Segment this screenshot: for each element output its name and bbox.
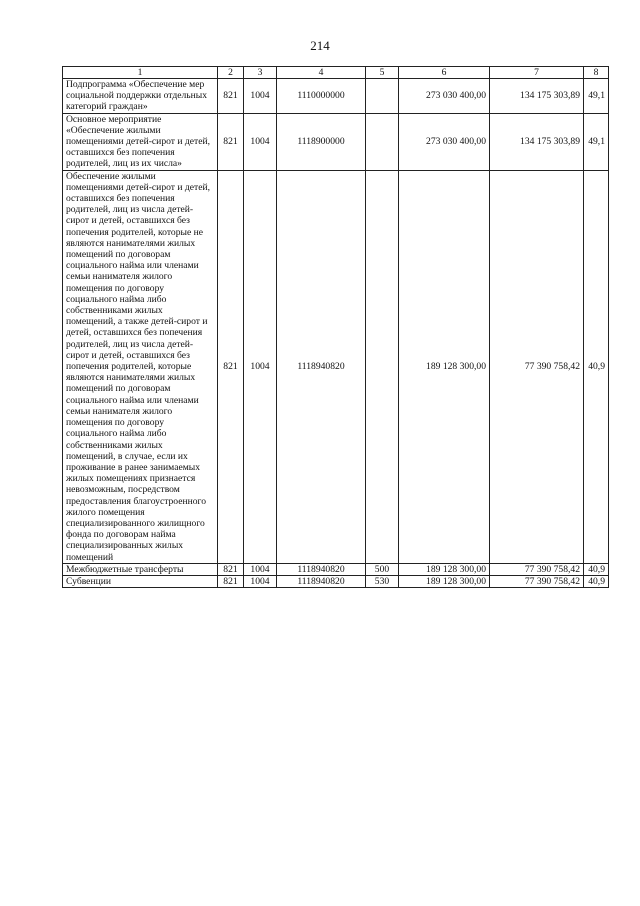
row-name: Основное мероприятие «Обеспечение жилыми помещениями детей-сирот и детей, оставшихся без попечения родителей, лиц из их числа» bbox=[63, 113, 218, 170]
cell-expense-type: 530 bbox=[366, 575, 399, 587]
cell-expense-type bbox=[366, 170, 399, 563]
row-name: Межбюджетные трансферты bbox=[63, 563, 218, 575]
budget-table bbox=[62, 66, 609, 588]
table-row bbox=[63, 79, 609, 114]
cell-percent: 49,1 bbox=[584, 79, 609, 114]
cell-target-article: 1118900000 bbox=[277, 113, 366, 170]
column-header: 3 bbox=[244, 67, 277, 79]
column-header: 8 bbox=[584, 67, 609, 79]
table-row bbox=[63, 113, 609, 170]
column-header: 6 bbox=[399, 67, 490, 79]
cell-target-article: 1118940820 bbox=[277, 575, 366, 587]
cell-ministry-code: 821 bbox=[218, 170, 244, 563]
cell-section-code: 1004 bbox=[244, 563, 277, 575]
cell-planned-amount: 189 128 300,00 bbox=[399, 563, 490, 575]
table-row bbox=[63, 563, 609, 575]
column-header: 2 bbox=[218, 67, 244, 79]
column-header: 1 bbox=[63, 67, 218, 79]
cell-section-code: 1004 bbox=[244, 79, 277, 114]
cell-planned-amount: 273 030 400,00 bbox=[399, 113, 490, 170]
cell-ministry-code: 821 bbox=[218, 113, 244, 170]
cell-executed-amount: 134 175 303,89 bbox=[490, 113, 584, 170]
cell-ministry-code: 821 bbox=[218, 563, 244, 575]
cell-executed-amount: 134 175 303,89 bbox=[490, 79, 584, 114]
cell-percent: 40,9 bbox=[584, 575, 609, 587]
cell-expense-type bbox=[366, 79, 399, 114]
cell-planned-amount: 189 128 300,00 bbox=[399, 575, 490, 587]
cell-ministry-code: 821 bbox=[218, 79, 244, 114]
cell-target-article: 1118940820 bbox=[277, 170, 366, 563]
column-header: 4 bbox=[277, 67, 366, 79]
row-name: Субвенции bbox=[63, 575, 218, 587]
cell-executed-amount: 77 390 758,42 bbox=[490, 563, 584, 575]
cell-executed-amount: 77 390 758,42 bbox=[490, 170, 584, 563]
cell-percent: 40,9 bbox=[584, 563, 609, 575]
cell-percent: 40,9 bbox=[584, 170, 609, 563]
column-header: 7 bbox=[490, 67, 584, 79]
cell-section-code: 1004 bbox=[244, 113, 277, 170]
cell-executed-amount: 77 390 758,42 bbox=[490, 575, 584, 587]
cell-planned-amount: 189 128 300,00 bbox=[399, 170, 490, 563]
cell-section-code: 1004 bbox=[244, 575, 277, 587]
table-row bbox=[63, 575, 609, 587]
table-row bbox=[63, 170, 609, 563]
row-name: Обеспечение жилыми помещениями детей-сирот и детей, оставшихся без попечения родителей, лиц из числа детей-сирот и детей, оставшихся без попечения родителей, которые не являются нанимателями жилых помещений по договорам социального найма или членами семьи нанимателя жилого помещения по договору социального найма либо собственниками жилых помещений, а также детей-сирот и детей, оставшихся без попечения родителей, лиц из числа детей-сирот и детей, оставшихся без попечения родителей, которые являются нанимателями жилых помещений по договорам социального найма или членами семьи нанимателя жилого помещения по договору социального найма либо собственниками жилых помещений, в случае, если их проживание в ранее занимаемых жилых помещениях признается невозможным, посредством предоставления благоустроенного жилого помещения специализированного жилищного фонда по договорам найма специализированных жилых помещений bbox=[63, 170, 218, 563]
cell-target-article: 1110000000 bbox=[277, 79, 366, 114]
row-name: Подпрограмма «Обеспечение мер социальной поддержки отдельных категорий граждан» bbox=[63, 79, 218, 114]
cell-expense-type: 500 bbox=[366, 563, 399, 575]
cell-section-code: 1004 bbox=[244, 170, 277, 563]
cell-planned-amount: 273 030 400,00 bbox=[399, 79, 490, 114]
cell-target-article: 1118940820 bbox=[277, 563, 366, 575]
page-number: 214 bbox=[310, 38, 330, 53]
cell-ministry-code: 821 bbox=[218, 575, 244, 587]
cell-expense-type bbox=[366, 113, 399, 170]
cell-percent: 49,1 bbox=[584, 113, 609, 170]
header-row bbox=[63, 67, 609, 79]
column-header: 5 bbox=[366, 67, 399, 79]
